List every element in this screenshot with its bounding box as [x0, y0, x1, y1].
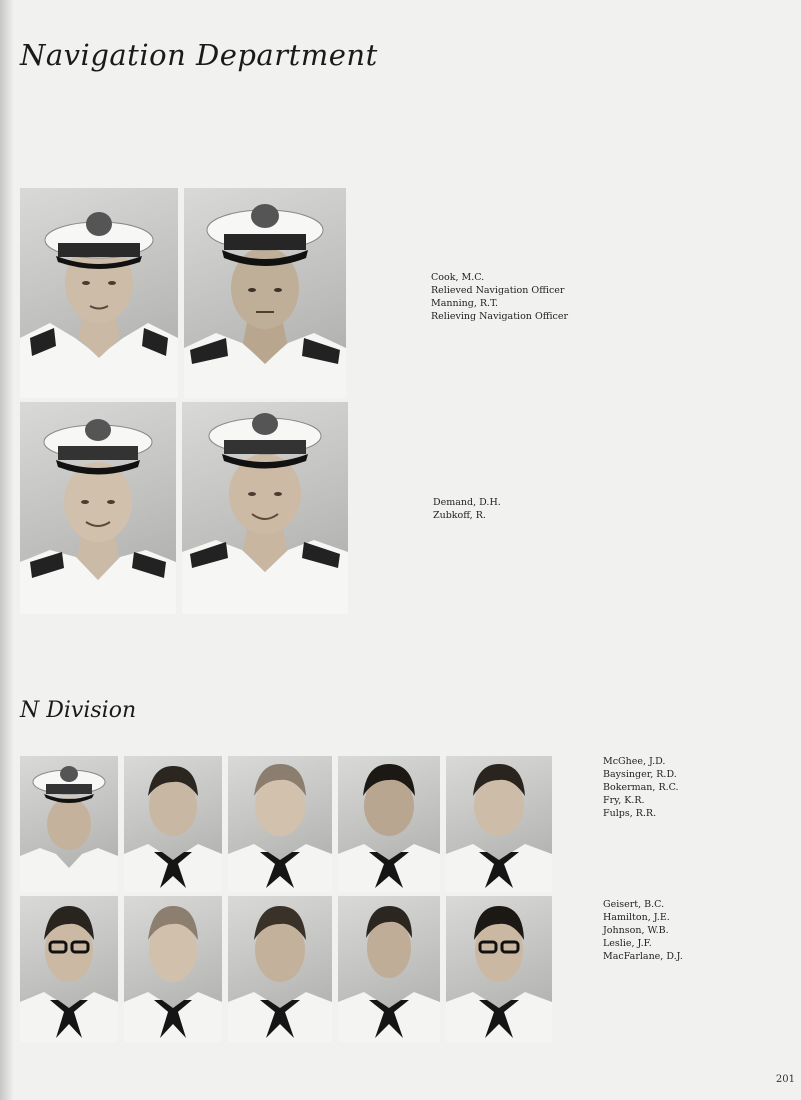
officer-name: Zubkoff, R. — [433, 510, 486, 521]
sailor-portrait — [446, 756, 552, 892]
officer-portrait-manning — [184, 188, 346, 398]
sailor-portrait — [338, 896, 440, 1042]
sailor-name: Fulps, R.R. — [603, 808, 657, 819]
sailor-portrait — [228, 756, 332, 892]
sailor-name: Geisert, B.C. — [603, 899, 665, 910]
sailor-name: Johnson, W.B. — [603, 925, 669, 936]
sailor-portrait — [228, 896, 332, 1042]
officer-name: Demand, D.H. — [433, 497, 501, 508]
page-number: 201 — [775, 1074, 795, 1085]
division-caption-row2 — [603, 898, 683, 963]
sailor-portrait — [446, 896, 552, 1042]
sailor-portrait — [20, 896, 118, 1042]
page-title: Navigation Department — [20, 38, 378, 72]
sailor-portrait — [124, 896, 222, 1042]
sailor-portrait — [338, 756, 440, 892]
sailor-name: McGhee, J.D. — [603, 756, 666, 767]
officer-portrait-demand — [20, 402, 176, 614]
sailor-name: Baysinger, R.D. — [603, 769, 677, 780]
officer-name: Manning, R.T. — [431, 298, 499, 309]
division-caption-row1 — [603, 755, 679, 820]
sailor-name: Fry, K.R. — [603, 795, 645, 806]
sailor-name: Hamilton, J.E. — [603, 912, 670, 923]
officer-name: Cook, M.C. — [431, 272, 485, 283]
binding-shadow — [0, 0, 14, 1100]
officer-portrait-zubkoff — [182, 402, 348, 614]
sailor-portrait — [124, 756, 222, 892]
officer-caption-group2 — [433, 496, 501, 522]
sailor-name: MacFarlane, D.J. — [603, 951, 683, 962]
sailor-name: Leslie, J.F. — [603, 938, 652, 949]
sailor-name: Bokerman, R.C. — [603, 782, 679, 793]
officer-role: Relieving Navigation Officer — [431, 311, 568, 322]
officer-caption-group1 — [431, 271, 568, 323]
sailor-portrait — [20, 756, 118, 892]
division-title: N Division — [20, 698, 137, 723]
officer-role: Relieved Navigation Officer — [431, 285, 565, 296]
officer-portrait-cook — [20, 188, 178, 398]
